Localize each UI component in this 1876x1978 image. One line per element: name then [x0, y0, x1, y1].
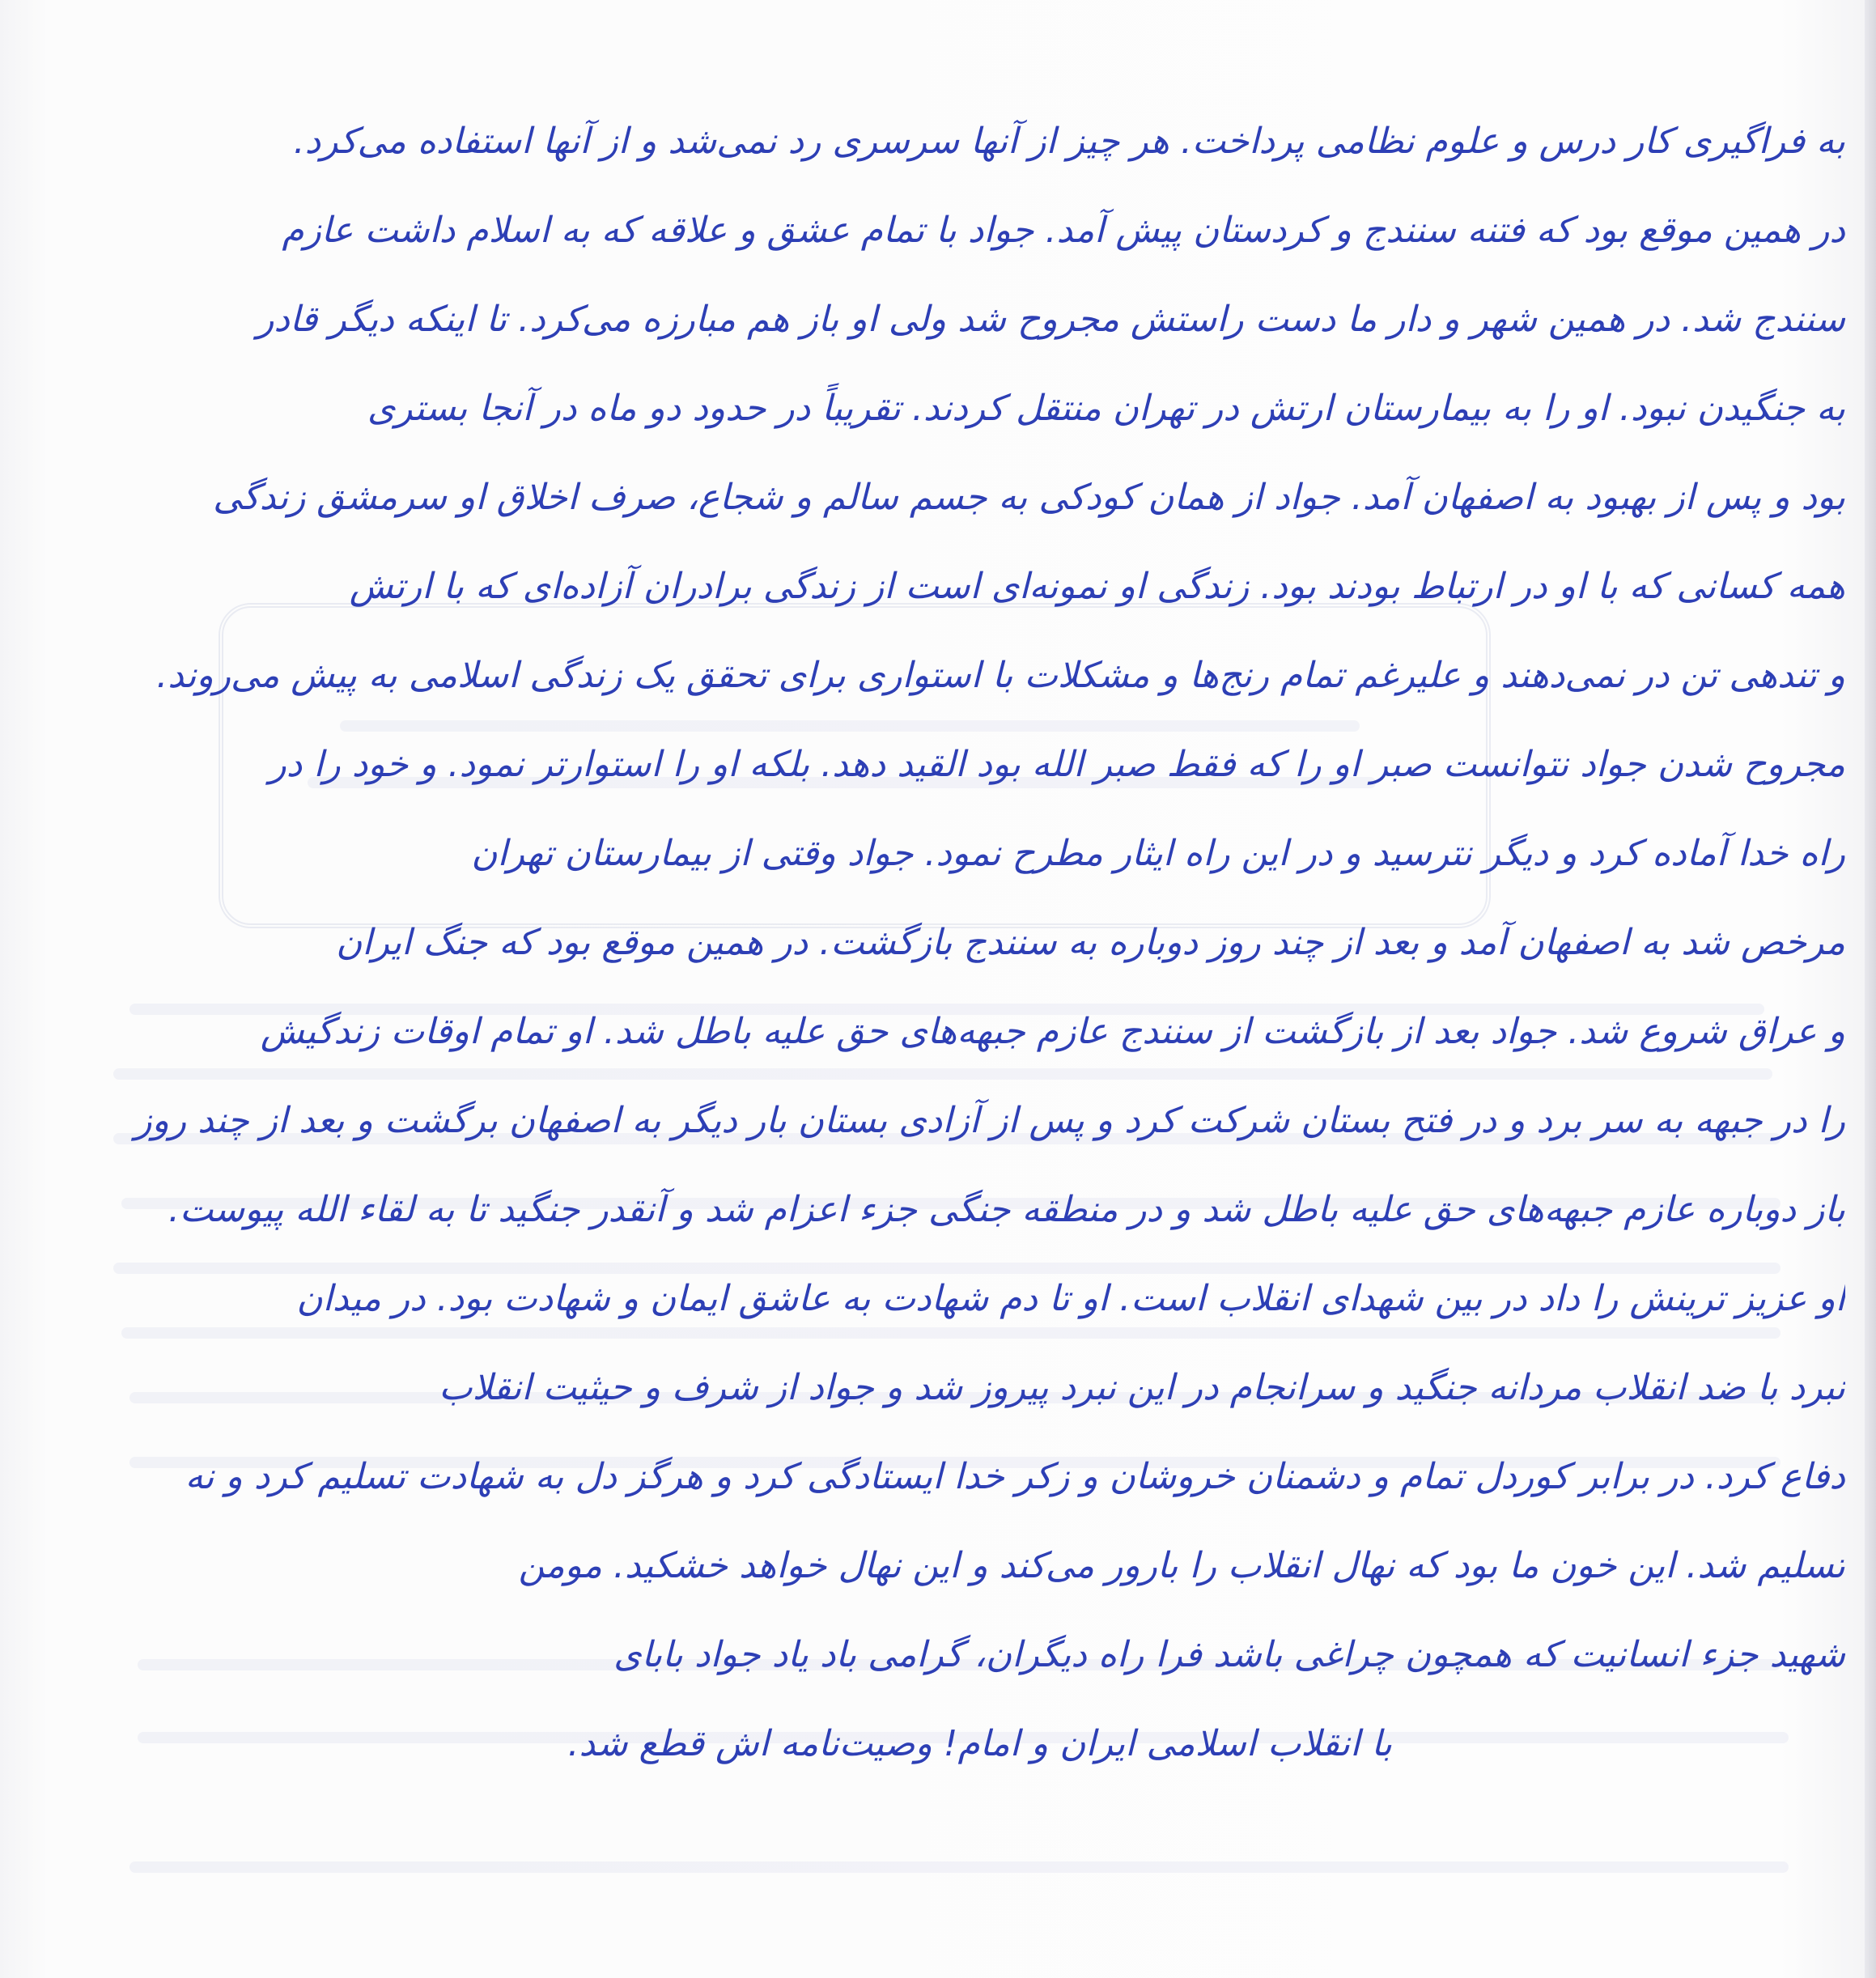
letter-line-9: راه خدا آماده کرد و دیگر نترسید و در این راه ایثار مطرح نمود. جواد وقتی از بیمارستان تهران: [471, 833, 1845, 874]
letter-line-14: او عزیز ترینش را داد در بین شهدای انقلاب است. او تا دم شهادت به عاشق ایمان و شهادت بود. در میدان: [296, 1278, 1845, 1319]
letter-line-17: تسلیم شد. این خون ما بود که نهال انقلاب را بارور می‌کند و این نهال خواهد خشکید. مومن: [518, 1545, 1845, 1586]
letter-line-5: بود و پس از بهبود به اصفهان آمد. جواد از همان کودکی به جسم سالم و شجاع، صرف اخلاق او سرمشق زندگی: [213, 477, 1845, 518]
paper-edge-shadow: [1865, 0, 1876, 1978]
letter-line-19: با انقلاب اسلامی ایران و امام! وصیت‌نامه اش قطع شد.: [567, 1723, 1392, 1764]
letter-line-3: سنندج شد. در همین شهر و دار ما دست راستش مجروح شد ولی او باز هم مبارزه می‌کرد. تا اینکه دیگر قادر: [257, 299, 1845, 340]
letter-line-2: در همین موقع بود که فتنه سنندج و کردستان پیش آمد. جواد با تمام عشق و علاقه که به اسلام داشت عازم: [282, 210, 1845, 251]
letter-line-7: و تندهی تن در نمی‌دهند و علیرغم تمام رنج‌ها و مشکلات با استواری برای تحقق یک زندگی اسلامی به پیش می‌روند.: [156, 655, 1845, 696]
letter-line-1: به فراگیری کار درس و علوم نظامی پرداخت. هر چیز از آنها سرسری رد نمی‌شد و از آنها استفاده می‌کرد.: [293, 121, 1845, 162]
letter-line-15: نبرد با ضد انقلاب مردانه جنگید و سرانجام در این نبرد پیروز شد و جواد از شرف و حیثیت انقلاب: [439, 1367, 1845, 1408]
letter-line-6: همه کسانی که با او در ارتباط بودند بود. زندگی او نمونه‌ای است از زندگی برادران آزاده‌ای که با ارتش: [349, 566, 1845, 607]
letter-line-10: مرخص شد به اصفهان آمد و بعد از چند روز دوباره به سنندج بازگشت. در همین موقع بود که جنگ ایران: [336, 922, 1845, 963]
letter-line-12: را در جبهه به سر برد و در فتح بستان شرکت کرد و پس از آزادی بستان بار دیگر به اصفهان برگشت و بعد از چند روز: [134, 1100, 1845, 1141]
letter-line-18: شهید جزء انسانیت که همچون چراغی باشد فرا راه دیگران، گرامی باد یاد جواد بابای: [613, 1634, 1845, 1675]
handwritten-letter-body: [24, 97, 1845, 1789]
letter-line-13: باز دوباره عازم جبهه‌های حق علیه باطل شد و در منطقه جنگی جزء اعزام شد و آنقدر جنگید تا به لقاء الله پیوست.: [168, 1189, 1845, 1230]
letter-line-8: مجروح شدن جواد نتوانست صبر او را که فقط صبر الله بود القید دهد. بلکه او را استوارتر نمود. و خود را در: [269, 744, 1845, 785]
letter-line-11: و عراق شروع شد. جواد بعد از بازگشت از سنندج عازم جبهه‌های حق علیه باطل شد. او تمام اوقات زندگیش: [260, 1011, 1845, 1052]
show-through-line: [129, 1861, 1789, 1873]
letter-line-16: دفاع کرد. در برابر کوردل تمام و دشمنان خروشان و زکر خدا ایستادگی کرد و هرگز دل به شهادت تسلیم کرد و نه: [185, 1456, 1845, 1497]
letter-line-4: به جنگیدن نبود. او را به بیمارستان ارتش در تهران منتقل کردند. تقریباً در حدود دو ماه در آنجا بستری: [367, 388, 1845, 429]
